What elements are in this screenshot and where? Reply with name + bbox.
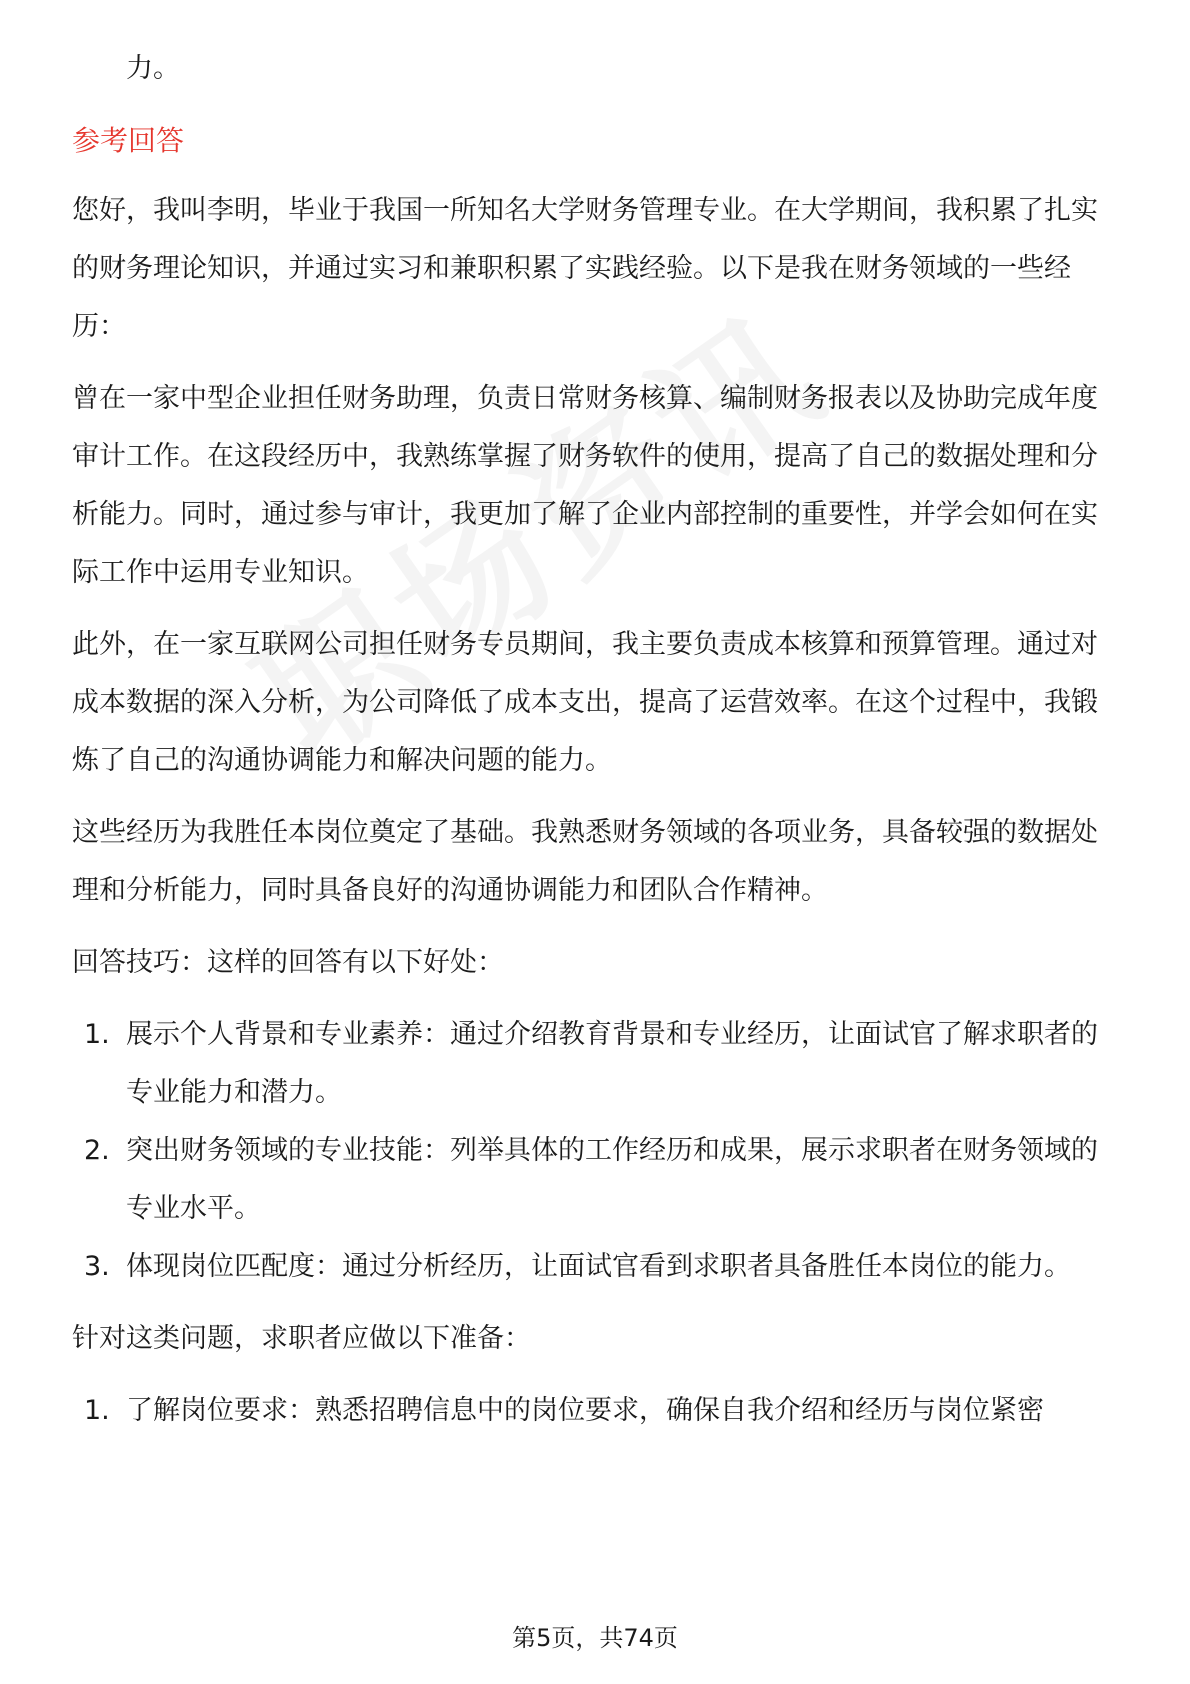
list-number: 2. [84,1135,110,1166]
document-body [72,40,1122,1454]
section-title: 参考回答 [72,124,185,157]
paragraph: 您好，我叫李明，毕业于我国一所知名大学财务管理专业。在大学期间，我积累了扎实的财务理论知识，并通过实习和兼职积累了实践经验。以下是我在财务领域的一些经历： [72,195,1098,342]
list-item [72,1006,1122,1122]
paragraph: 曾在一家中型企业担任财务助理，负责日常财务核算、编制财务报表以及协助完成年度审计工作。在这段经历中，我熟练掌握了财务软件的使用，提高了自己的数据处理和分析能力。同时，通过参与审计，我更加了解了企业内部控制的重要性，并学会如何在实际工作中运用专业知识。 [72,383,1098,588]
page-footer: 第5页，共74页 [512,1624,678,1652]
paragraph: 此外，在一家互联网公司担任财务专员期间，我主要负责成本核算和预算管理。通过对成本数据的深入分析，为公司降低了成本支出，提高了运营效率。在这个过程中，我锻炼了自己的沟通协调能力和解决问题的能力。 [72,629,1098,776]
tips-list [72,1006,1122,1296]
continuation-text: 力。 [126,53,180,84]
paragraph: 这些经历为我胜任本岗位奠定了基础。我熟悉财务领域的各项业务，具备较强的数据处理和分析能力，同时具备良好的沟通协调能力和团队合作精神。 [72,817,1098,906]
list-item [72,1382,1122,1440]
list-number: 3. [84,1251,110,1282]
list-item [72,1122,1122,1238]
list-item [72,1238,1122,1296]
list-item-text: 突出财务领域的专业技能：列举具体的工作经历和成果，展示求职者在财务领域的专业水平。 [126,1135,1098,1224]
list-item-text: 体现岗位匹配度：通过分析经历，让面试官看到求职者具备胜任本岗位的能力。 [126,1251,1071,1282]
list-item-text: 展示个人背景和专业素养：通过介绍教育背景和专业经历，让面试官了解求职者的专业能力和潜力。 [126,1019,1098,1108]
prep-intro: 针对这类问题，求职者应做以下准备： [72,1323,531,1354]
list-number: 1. [84,1395,110,1426]
list-item-text: 了解岗位要求：熟悉招聘信息中的岗位要求，确保自我介绍和经历与岗位紧密 [126,1395,1044,1426]
list-number: 1. [84,1019,110,1050]
tips-intro: 回答技巧：这样的回答有以下好处： [72,947,504,978]
prep-list [72,1382,1122,1440]
